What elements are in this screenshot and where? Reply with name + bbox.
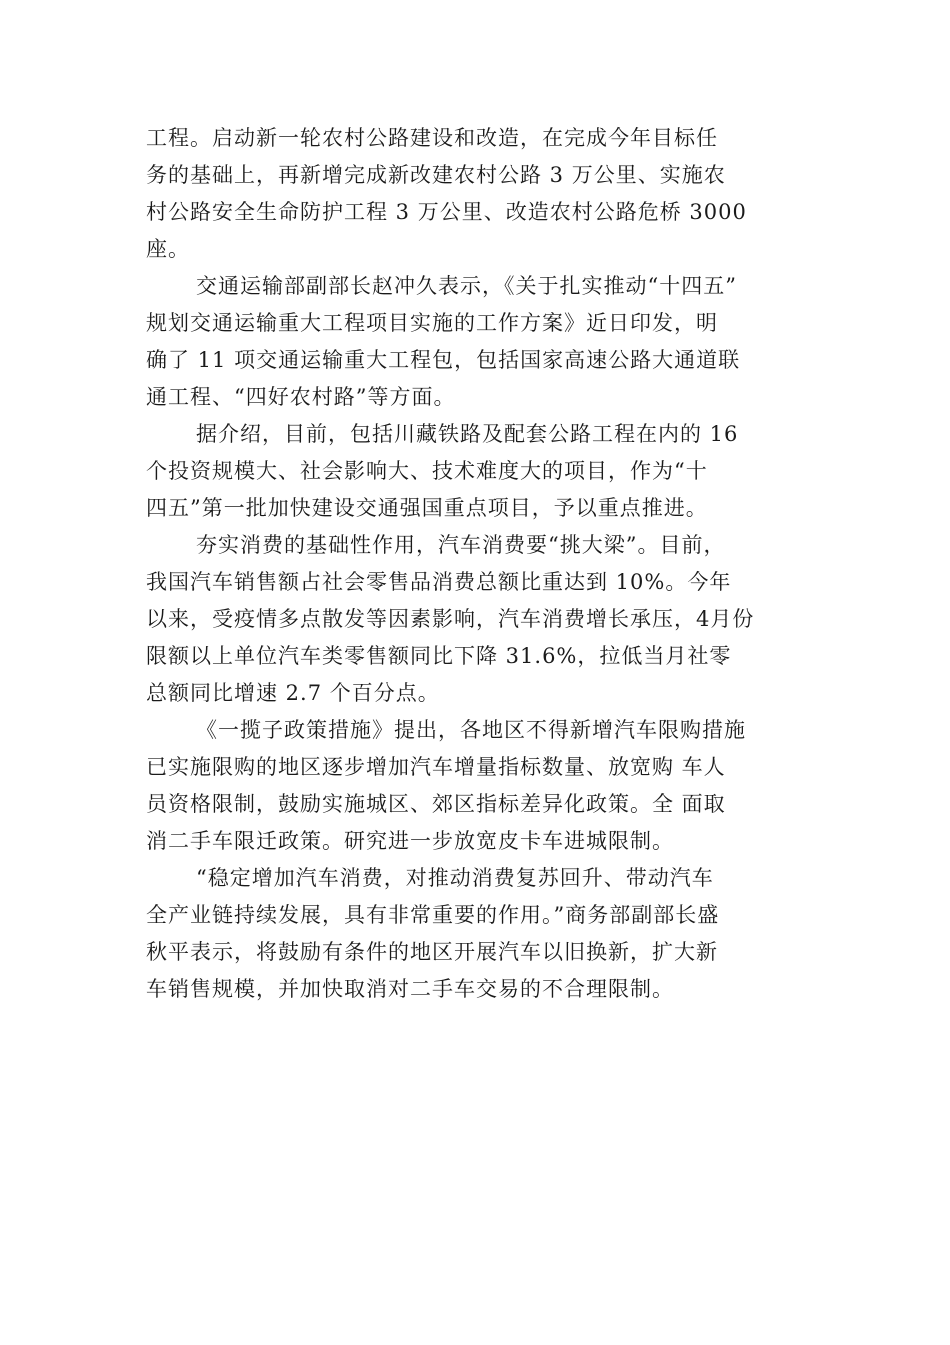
paragraph-5	[146, 712, 826, 860]
text-line: 消二手车限迁政策。研究进一步放宽皮卡车进城限制。	[146, 829, 674, 853]
text-line: 四五”第一批加快建设交通强国重点项目，予以重点推进。	[146, 496, 708, 520]
text-line: 总额同比增速 2.7 个百分点。	[146, 681, 440, 705]
document-body	[146, 120, 826, 1008]
text-line: 我国汽车销售额占社会零售品消费总额比重达到 10%。今年	[146, 570, 732, 594]
paragraph-2	[146, 268, 826, 416]
text-line: 据介绍，目前，包括川藏铁路及配套公路工程在内的 16	[196, 422, 739, 446]
text-line: 以来，受疫情多点散发等因素影响，汽车消费增长承压，4月份	[146, 607, 755, 631]
text-line: 个投资规模大、社会影响大、技术难度大的项目，作为“十	[146, 459, 708, 483]
text-line: 员资格限制，鼓励实施城区、郊区指标差异化政策。全 面取	[146, 792, 726, 816]
text-line: 已实施限购的地区逐步增加汽车增量指标数量、放宽购 车人	[146, 755, 726, 779]
paragraph-1	[146, 120, 826, 268]
paragraph-4	[146, 527, 826, 712]
text-line: 车销售规模，并加快取消对二手车交易的不合理限制。	[146, 977, 674, 1001]
text-line: 村公路安全生命防护工程 3 万公里、改造农村公路危桥 3000	[146, 200, 747, 224]
text-line: 工程。启动新一轮农村公路建设和改造，在完成今年目标任	[146, 126, 718, 150]
text-line: 规划交通运输重大工程项目实施的工作方案》近日印发，明	[146, 311, 718, 335]
text-line: 夯实消费的基础性作用，汽车消费要“挑大梁”。目前，	[196, 533, 726, 557]
text-line: 秋平表示，将鼓励有条件的地区开展汽车以旧换新，扩大新	[146, 940, 718, 964]
text-line: 确了 11 项交通运输重大工程包，包括国家高速公路大通道联	[146, 348, 741, 372]
text-line: 通工程、“四好农村路”等方面。	[146, 385, 456, 409]
text-line: 务的基础上，再新增完成新改建农村公路 3 万公里、实施农	[146, 163, 726, 187]
paragraph-6	[146, 860, 826, 1008]
text-line: 交通运输部副部长赵冲久表示，《关于扎实推动“十四五”	[196, 274, 737, 298]
text-line: 全产业链持续发展，具有非常重要的作用。”商务部副部长盛	[146, 903, 720, 927]
paragraph-3	[146, 416, 826, 527]
text-line: 限额以上单位汽车类零售额同比下降 31.6%，拉低当月社零	[146, 644, 732, 668]
text-line: “稳定增加汽车消费，对推动消费复苏回升、带动汽车	[196, 866, 714, 890]
text-line: 座。	[146, 237, 190, 261]
text-line: 《一揽子政策措施》提出，各地区不得新增汽车限购措施	[196, 718, 746, 742]
